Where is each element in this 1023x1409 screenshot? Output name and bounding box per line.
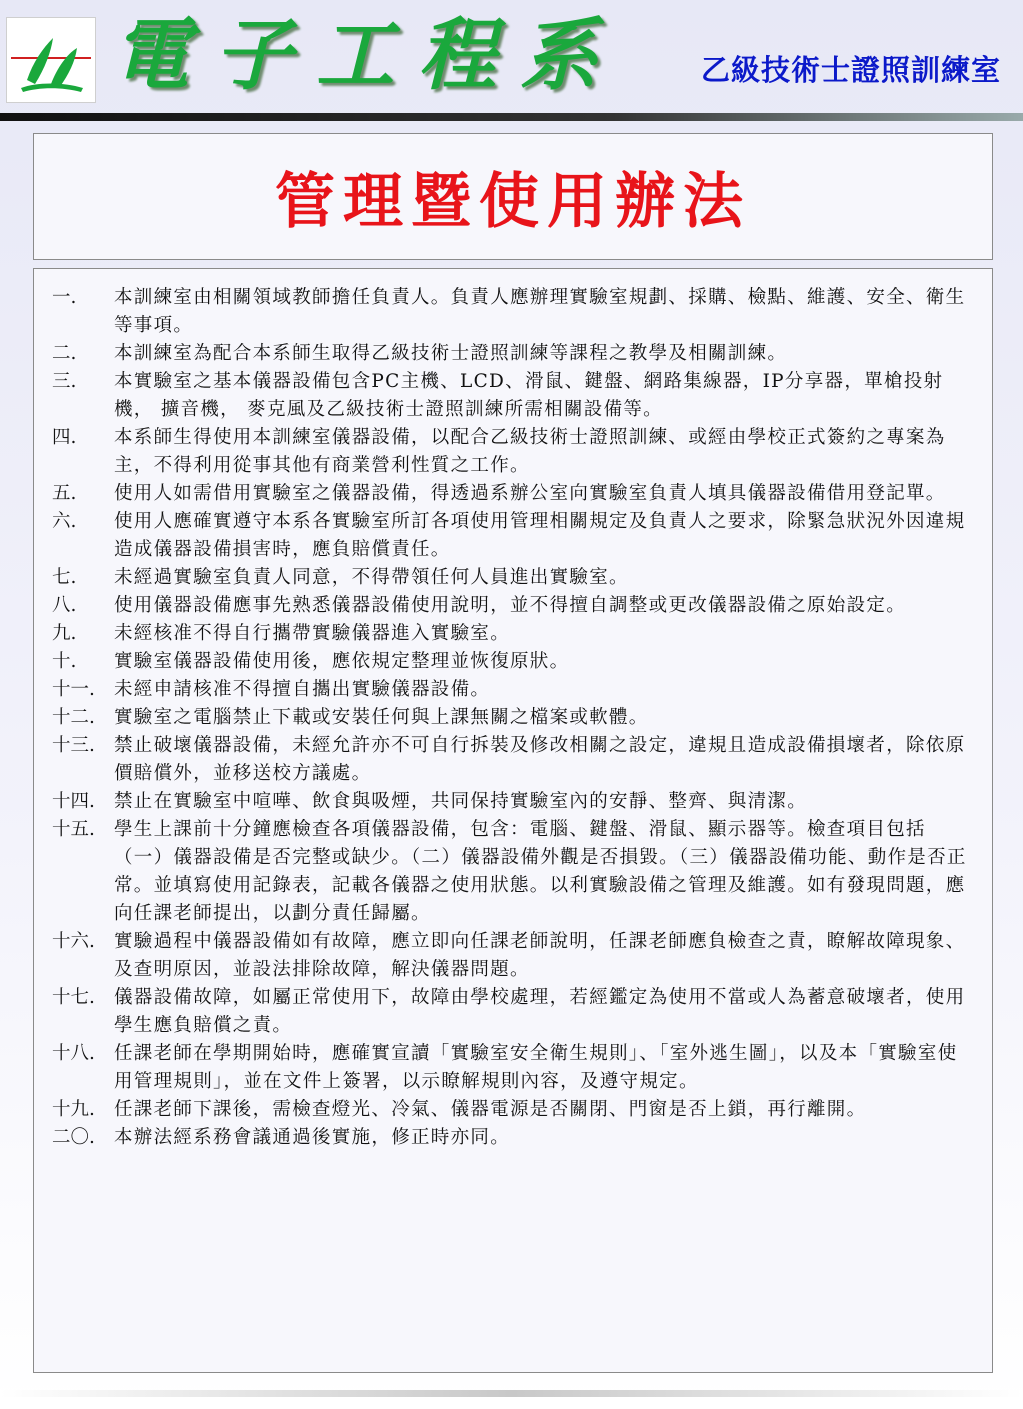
rule-text: 本訓練室為配合本系師生取得乙級技術士證照訓練等課程之教學及相關訓練。 xyxy=(114,343,788,364)
rule-text: 使用儀器設備應事先熟悉儀器設備使用說明，並不得擅自調整或更改儀器設備之原始設定。 xyxy=(114,595,907,616)
rule-number: 十四. xyxy=(52,791,95,812)
rule-text: 實驗室之電腦禁止下載或安裝任何與上課無關之檔案或軟體。 xyxy=(114,707,649,728)
rule-text: 未經核准不得自行攜帶實驗儀器進入實驗室。 xyxy=(114,623,511,644)
rule-item xyxy=(52,928,972,984)
page-title: 管理暨使用辦法 xyxy=(275,166,751,237)
rule-number: 六. xyxy=(52,511,77,532)
rule-number: 九. xyxy=(52,623,77,644)
rule-item xyxy=(52,284,972,340)
rule-item xyxy=(52,592,972,620)
rule-item xyxy=(52,508,972,564)
rule-text: 學生上課前十分鐘應檢查各項儀器設備，包含：電腦、鍵盤、滑鼠、顯示器等。檢查項目包括（一）儀器設備是否完整或缺少。（二）儀器設備外觀是否損毀。（三）儀器設備功能、動作是否正常。並填寫使用記錄表，記載各儀器之使用狀態。以利實驗設備之管理及維護。如有發現問題，應向任課老師提出，以劃分責任歸屬。 xyxy=(114,819,967,924)
rule-item xyxy=(52,648,972,676)
rule-number: 十六. xyxy=(52,931,95,952)
rule-item xyxy=(52,676,972,704)
rule-item xyxy=(52,424,972,480)
rule-text: 本辦法經系務會議通過後實施，修正時亦同。 xyxy=(114,1127,511,1148)
rule-number: 三. xyxy=(52,371,77,392)
rule-number: 二. xyxy=(52,343,77,364)
rule-item xyxy=(52,1124,972,1152)
rule-item xyxy=(52,788,972,816)
rule-number: 十一. xyxy=(52,679,95,700)
rule-item xyxy=(52,480,972,508)
rule-number: 二〇. xyxy=(52,1127,95,1148)
rule-item xyxy=(52,732,972,788)
rule-item xyxy=(52,1096,972,1124)
rule-number: 十七. xyxy=(52,987,95,1008)
rule-number: 十五. xyxy=(52,819,95,840)
rule-text: 實驗過程中儀器設備如有故障，應立即向任課老師說明，任課老師應負檢查之責，瞭解故障現象、及查明原因，並設法排除故障，解決儀器問題。 xyxy=(114,931,966,980)
rule-item xyxy=(52,984,972,1040)
rule-text: 儀器設備故障，如屬正常使用下，故障由學校處理，若經鑑定為使用不當或人為蓄意破壞者，使用學生應負賠償之責。 xyxy=(114,987,966,1036)
header-divider xyxy=(0,113,1023,121)
rule-item xyxy=(52,368,972,424)
rule-number: 十九. xyxy=(52,1099,95,1120)
rule-text: 禁止在實驗室中喧嘩、飲食與吸煙，共同保持實驗室內的安靜、整齊、與清潔。 xyxy=(114,791,808,812)
rule-number: 十三. xyxy=(52,735,95,756)
rule-text: 未經申請核准不得擅自攜出實驗儀器設備。 xyxy=(114,679,491,700)
rule-item xyxy=(52,620,972,648)
rule-number: 十. xyxy=(52,651,77,672)
footer-divider xyxy=(0,1390,1023,1397)
rules-panel xyxy=(33,268,993,1373)
rule-text: 實驗室儀器設備使用後，應依規定整理並恢復原狀。 xyxy=(114,651,570,672)
rules-list xyxy=(52,284,972,1152)
rule-item xyxy=(52,340,972,368)
rule-text: 本訓練室由相關領域教師擔任負責人。負責人應辦理實驗室規劃、採購、檢點、維護、安全、衛生等事項。 xyxy=(114,287,966,336)
rule-number: 五. xyxy=(52,483,77,504)
rule-number: 八. xyxy=(52,595,77,616)
rule-text: 使用人應確實遵守本系各實驗室所訂各項使用管理相關規定及負責人之要求，除緊急狀況外因違規造成儀器設備損害時，應負賠償責任。 xyxy=(114,511,966,560)
rule-item xyxy=(52,564,972,592)
department-logo xyxy=(6,17,96,103)
rule-item xyxy=(52,816,972,928)
rule-number: 一. xyxy=(52,287,77,308)
rule-text: 任課老師下課後，需檢查燈光、冷氣、儀器電源是否關閉、門窗是否上鎖，再行離開。 xyxy=(114,1099,867,1120)
title-panel xyxy=(33,133,993,260)
rule-text: 未經過實驗室負責人同意，不得帶領任何人員進出實驗室。 xyxy=(114,567,629,588)
department-name: 電子工程系 xyxy=(112,10,623,101)
rule-item xyxy=(52,1040,972,1096)
rule-number: 十二. xyxy=(52,707,95,728)
rule-item xyxy=(52,704,972,732)
leaf-logo-icon xyxy=(7,18,95,102)
lab-name: 乙級技術士證照訓練室 xyxy=(700,53,1001,87)
rule-text: 本系師生得使用本訓練室儀器設備，以配合乙級技術士證照訓練、或經由學校正式簽約之專案為主，不得利用從事其他有商業營利性質之工作。 xyxy=(114,427,946,476)
rule-text: 使用人如需借用實驗室之儀器設備，得透過系辦公室向實驗室負責人填具儀器設備借用登記單。 xyxy=(114,483,946,504)
rule-text: 任課老師在學期開始時，應確實宣讀「實驗室安全衛生規則」、「室外逃生圖」，以及本「實驗室使用管理規則」，並在文件上簽署，以示瞭解規則內容，及遵守規定。 xyxy=(114,1043,958,1092)
rule-number: 七. xyxy=(52,567,77,588)
rule-text: 本實驗室之基本儀器設備包含PC主機、LCD、滑鼠、鍵盤、網路集線器，IP分享器，單槍投射機， 擴音機， 麥克風及乙級技術士證照訓練所需相關設備等。 xyxy=(114,371,944,420)
rule-number: 四. xyxy=(52,427,77,448)
rule-number: 十八. xyxy=(52,1043,95,1064)
rule-text: 禁止破壞儀器設備，未經允許亦不可自行拆裝及修改相關之設定，違規且造成設備損壞者，除依原價賠償外，並移送校方議處。 xyxy=(114,735,966,784)
